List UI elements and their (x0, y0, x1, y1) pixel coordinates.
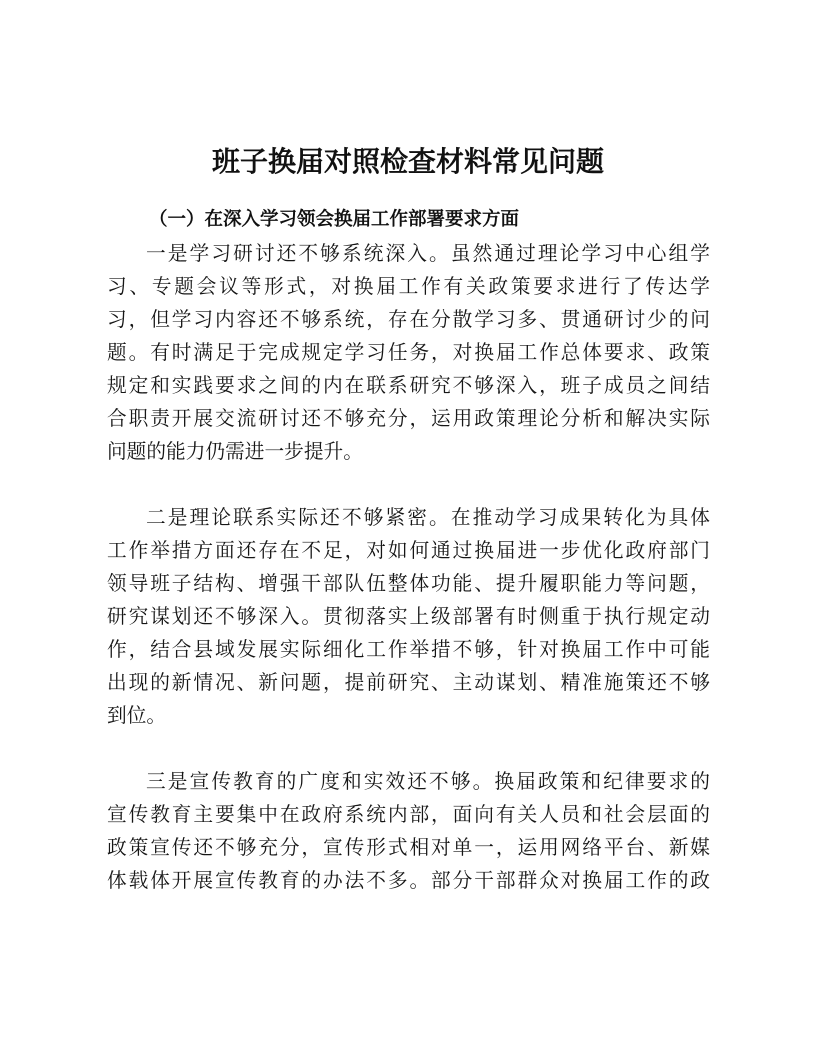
paragraph-3-line-3: 政策宣传还不够充分，宣传形式相对单一，运用网络平台、新媒 (107, 836, 710, 859)
paragraph-2-line-7: 到位。 (107, 704, 167, 727)
paragraph-2-line-5: 作，结合县域发展实际细化工作举措不够，针对换届工作中可能 (107, 638, 710, 661)
paragraph-1-line-3: 习，但学习内容还不够系统，存在分散学习多、贯通研讨少的问 (107, 308, 710, 331)
paragraph-1-line-2: 习、专题会议等形式，对换届工作有关政策要求进行了传达学 (107, 275, 710, 298)
paragraph-2-line-1: 二是理论联系实际还不够紧密。在推动学习成果转化为具体 (146, 506, 710, 529)
document-title: 班子换届对照检查材料常见问题 (211, 145, 604, 178)
paragraph-3-line-4: 体载体开展宣传教育的办法不多。部分干部群众对换届工作的政 (107, 869, 710, 892)
paragraph-2-line-3: 领导班子结构、增强干部队伍整体功能、提升履职能力等问题， (107, 572, 710, 595)
paragraph-3-line-1: 三是宣传教育的广度和实效还不够。换届政策和纪律要求的 (146, 770, 710, 793)
paragraph-1-line-1: 一是学习研讨还不够系统深入。虽然通过理论学习中心组学 (146, 242, 710, 265)
paragraph-1-line-7: 问题的能力仍需进一步提升。 (107, 440, 363, 463)
paragraph-3-line-2: 宣传教育主要集中在政府系统内部，面向有关人员和社会层面的 (107, 803, 710, 826)
paragraph-2-line-2: 工作举措方面还存在不足，对如何通过换届进一步优化政府部门 (107, 539, 710, 562)
paragraph-1-line-6: 合职责开展交流研讨还不够充分，运用政策理论分析和解决实际 (107, 407, 710, 430)
paragraph-1-line-4: 题。有时满足于完成规定学习任务，对换届工作总体要求、政策 (107, 341, 710, 364)
paragraph-1-line-5: 规定和实践要求之间的内在联系研究不够深入，班子成员之间结 (107, 374, 710, 397)
paragraph-2-line-6: 出现的新情况、新问题，提前研究、主动谋划、精准施策还不够 (107, 671, 710, 694)
paragraph-2-line-4: 研究谋划还不够深入。贯彻落实上级部署有时侧重于执行规定动 (107, 605, 710, 628)
section-heading: （一）在深入学习领会换届工作部署要求方面 (149, 209, 520, 230)
